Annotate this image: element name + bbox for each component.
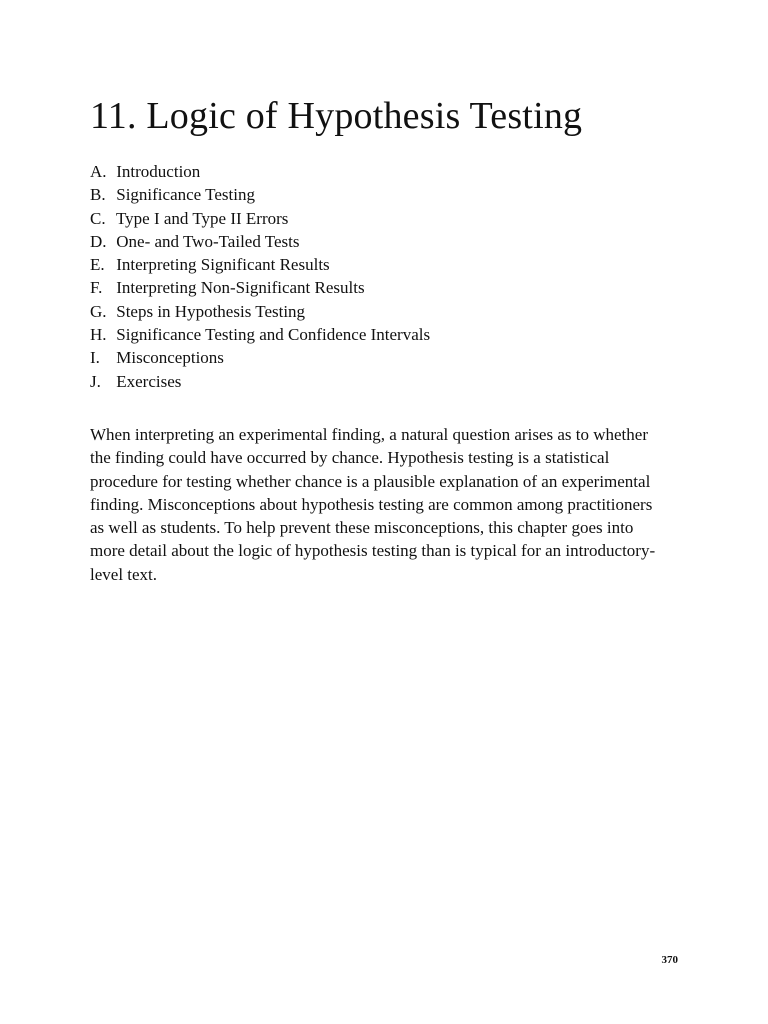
toc-item-letter: F. (90, 278, 103, 298)
toc-item-letter: B. (90, 185, 106, 205)
toc-item-label: Interpreting Non-Significant Results (116, 278, 365, 298)
toc-item-exercises (90, 370, 430, 393)
paragraph-line: When interpreting an experimental finding, a natural question arises as to whether (90, 425, 648, 444)
paragraph-line: finding. Misconceptions about hypothesis testing are common among practitioners (90, 494, 653, 514)
chapter-title: 11. Logic of Hypothesis Testing (90, 95, 583, 137)
toc-item-non-significant-results (90, 276, 430, 299)
toc-item-label: Misconceptions (116, 348, 224, 368)
chapter-contents-list (90, 160, 430, 393)
paragraph-line: more detail about the logic of hypothesis testing than is typical for an introductory- (90, 541, 656, 561)
toc-item-label: Type I and Type II Errors (115, 208, 289, 228)
toc-item-label: Exercises (116, 371, 182, 391)
toc-item-letter: A. (90, 162, 107, 181)
toc-item-letter: E. (90, 255, 105, 275)
toc-item-letter: H. (90, 325, 107, 345)
intro-paragraph (90, 423, 682, 586)
toc-item-steps (90, 300, 430, 323)
paragraph-line: procedure for testing whether chance is a plausible explanation of an experimental (90, 471, 651, 491)
toc-item-label: Introduction (116, 162, 201, 181)
toc-item-letter: D. (90, 231, 107, 251)
toc-item-type-errors (90, 207, 430, 230)
paragraph-line: level text. (90, 564, 158, 584)
toc-item-significant-results (90, 253, 430, 276)
toc-item-label: Significance Testing and Confidence Intervals (116, 325, 431, 345)
toc-item-tailed-tests (90, 230, 430, 253)
toc-item-letter: J. (90, 371, 101, 391)
toc-item-misconceptions (90, 346, 430, 369)
toc-item-label: Significance Testing (116, 185, 255, 205)
toc-item-letter: G. (90, 301, 107, 321)
toc-item-significance-testing (90, 183, 430, 206)
paragraph-line: as well as students. To help prevent these misconceptions, this chapter goes into (90, 518, 634, 538)
toc-item-label: Steps in Hypothesis Testing (116, 301, 306, 321)
toc-item-confidence-intervals (90, 323, 430, 346)
toc-item-label: One- and Two-Tailed Tests (116, 231, 300, 251)
toc-item-letter: I. (90, 348, 100, 368)
toc-item-introduction (90, 160, 430, 183)
page-number: 370 (661, 954, 678, 966)
paragraph-line: the finding could have occurred by chance. Hypothesis testing is a statistical (90, 448, 610, 468)
toc-item-label: Interpreting Significant Results (116, 255, 330, 275)
toc-item-letter: C. (90, 208, 106, 228)
